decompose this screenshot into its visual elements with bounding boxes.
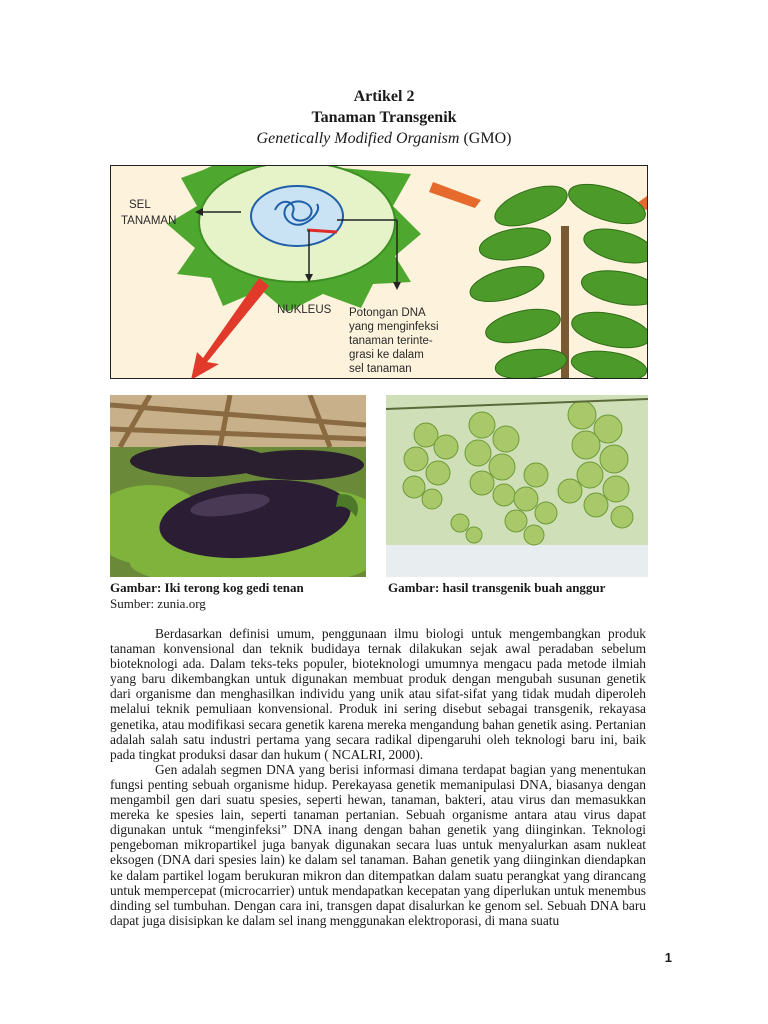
label-dna-3: tanaman terinte- xyxy=(349,335,433,347)
caption-source: Sumber: zunia.org xyxy=(110,596,206,611)
label-dna-1: Potongan DNA xyxy=(349,307,426,319)
label-cell-line2: TANAMAN xyxy=(121,215,177,227)
grapes-photo xyxy=(386,395,648,577)
article-body xyxy=(110,626,646,928)
dna-insert xyxy=(307,230,337,232)
article-subtitle xyxy=(0,128,768,149)
page-number: 1 xyxy=(664,950,672,965)
label-dna-2: yang menginfeksi xyxy=(349,321,439,333)
eggplant-photo xyxy=(110,395,366,577)
paragraph-1: Berdasarkan definisi umum, penggunaan ilmu biologi untuk mengembangkan produk tanaman konvensional dan teknik budidaya ternak dilakukan sejak awal peradaban sebelum bioteknologi ada. Dalam teks-teks populer, bioteknologi umumnya mengacu pada metode ilmiah yang baru dikembangkan untuk digunakan membuat produk dengan mengubah susunan genetik dari organisme dan menghasilkan individu yang unik atau sifat-sifat yang tidak mudah diperoleh melalui teknik pemuliaan konvensional. Produk ini sering disebut sebagai transgenik, rekayasa genetika, atau modifikasi secara genetik karena mereka mengandung bahan genetik asing. Pertanian adalah salah satu industri pertama yang secara radikal dipengaruhi oleh teknologi baru ini, baik pada tingkat produksi dasar dan hukum ( NCALRI, 2000). xyxy=(110,626,646,762)
subtitle-abbreviation: (GMO) xyxy=(463,130,512,147)
label-cell-line1: SEL xyxy=(129,199,151,211)
article-number: Artikel 2 xyxy=(353,88,415,105)
label-dna-5: sel tanaman xyxy=(349,363,412,375)
label-nucleus: NUKLEUS xyxy=(277,304,332,316)
caption-grapes: Gambar: hasil transgenik buah anggur xyxy=(388,580,606,595)
article-title: Tanaman Transgenik xyxy=(311,109,457,126)
transgenic-cell-diagram xyxy=(110,165,648,379)
caption-eggplant: Gambar: Iki terong kog gedi tenan xyxy=(110,580,304,595)
label-dna-4: grasi ke dalam xyxy=(349,349,424,361)
subtitle-italic: Genetically Modified Organism xyxy=(256,130,460,147)
nucleus xyxy=(251,186,343,246)
article-title-block xyxy=(0,86,768,149)
paragraph-2: Gen adalah segmen DNA yang berisi informasi dimana terdapat bagian yang menentukan fungsi penting sebuah organisme hidup. Perekayasa genetik memanipulasi DNA, biasanya dengan mengambil gen dari suatu spesies, seperti hewan, tanaman, bakteri, atau virus dan memasukkan mereka ke spesies lain, seperti tanaman pertanian. Sebuah organisme antara atau virus dapat digunakan untuk “menginfeksi” DNA inang dengan bahan genetik yang diinginkan. Teknologi pengeboman mikropartikel juga banyak digunakan secara luas untuk menyalurkan asam nukleat eksogen (DNA dari spesies lain) ke dalam sel tanaman. Bahan genetik yang diinginkan diendapkan ke dalam partikel logam berukuran mikron dan ditempatkan dalam suatu perangkat yang dirancang untuk mempercepat (microcarrier) untuk mendapatkan kecepatan yang diperlukan untuk menembus dinding sel tumbuhan. Dengan cara ini, transgen dapat disalurkan ke genom sel. Sebuah DNA baru dapat juga disisipkan ke dalam sel inang menggunakan elektroporasi, di mana suatu xyxy=(110,761,646,928)
